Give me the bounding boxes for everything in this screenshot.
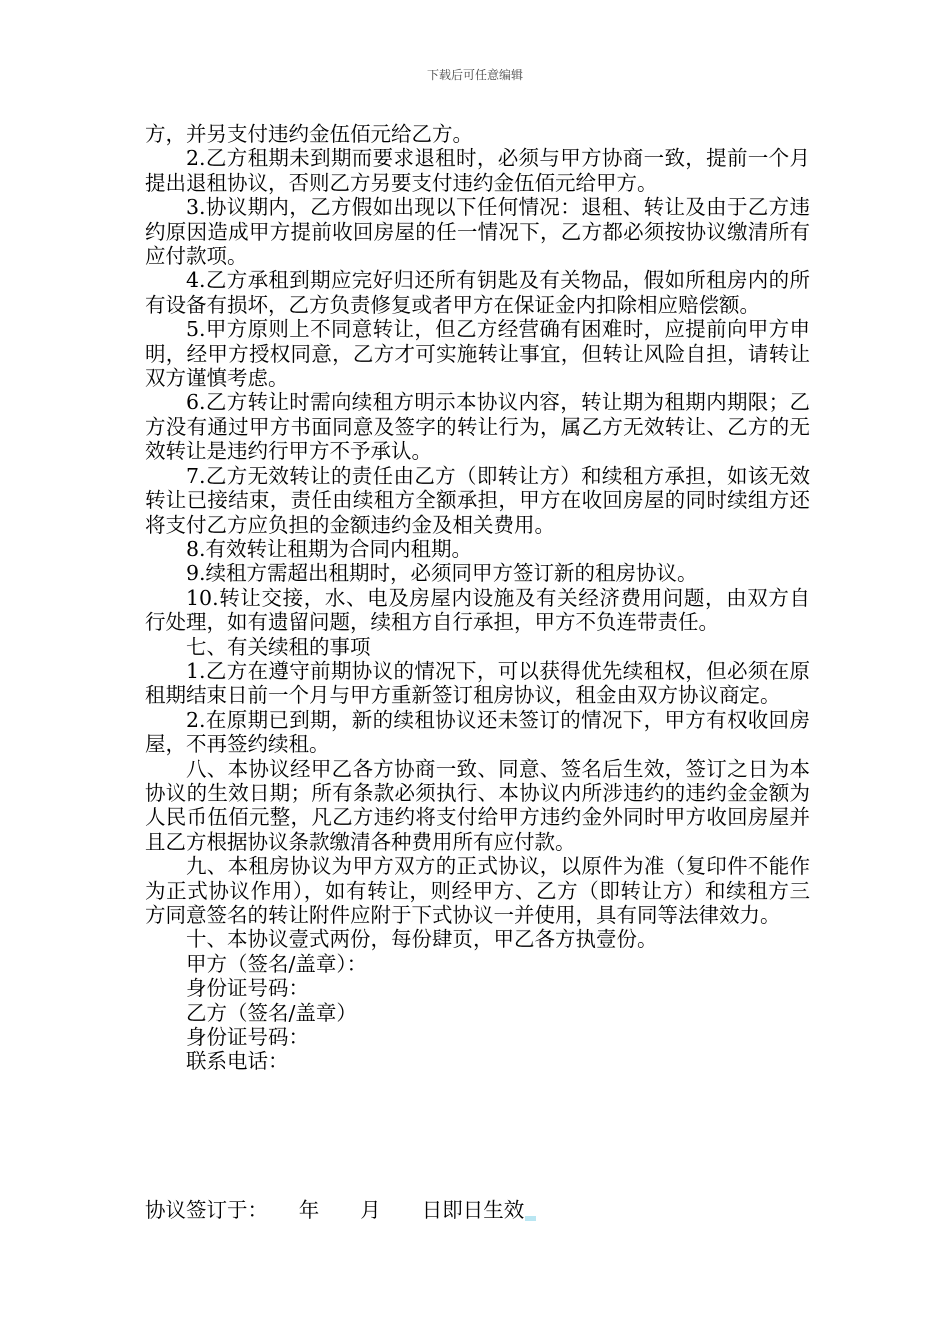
party-b-id-field: 身份证号码： [186,1025,309,1050]
paragraph: 2.在原期已到期，新的续租协议还未签订的情况下，甲方有权收回房屋，不再签约续租。 [145,707,810,757]
party-b-signature-field: 乙方（签名/盖章） [186,1000,357,1025]
contact-phone-field: 联系电话： [186,1049,289,1074]
section-heading: 七、有关续租的事项 [186,634,371,659]
party-a-signature-field: 甲方（签名/盖章）： [186,951,368,976]
paragraph: 7.乙方无效转让的责任由乙方（即转让方）和续租方承担，如该无效转让已接结束，责任由续租方全额承担，甲方在收回房屋的同时续组方还将支付乙方应负担的金额违约金及相关费用。 [145,463,810,537]
paragraph: 1.乙方在遵守前期协议的情况下，可以获得优先续租权，但必须在原租期结束日前一个月与甲方重新签订租房协议，租金由双方协议商定。 [145,658,810,708]
document-body [145,122,810,1074]
paragraph: 4.乙方承租到期应完好归还所有钥匙及有关物品，假如所租房内的所有设备有损坏，乙方负责修复或者甲方在保证金内扣除相应赔偿额。 [145,268,810,317]
paragraph: 八、本协议经甲乙各方协商一致、同意、签名后生效，签订之日为本协议的生效日期；所有条款必须执行、本协议内所涉违约的违约金金额为人民币伍佰元整，凡乙方违约将支付给甲方违约金外同时甲方收回房屋并且乙方根据协议条款缴清各种费用所有应付款。 [145,756,810,854]
signing-date-line [145,1198,536,1222]
paragraph: 3.协议期内，乙方假如出现以下任何情况：退租、转让及由于乙方违约原因造成甲方提前收回房屋的任一情况下，乙方都必须按协议缴清所有应付款项。 [145,195,810,269]
paragraph: 5.甲方原则上不同意转让，但乙方经营确有困难时，应提前向甲方申明，经甲方授权同意，乙方才可实施转让事宜，但转让风险自担，请转让双方谨慎考虑。 [145,317,810,391]
paragraph: 9.续租方需超出租期时，必须同甲方签订新的租房协议。 [186,561,698,586]
paragraph: 10.转让交接，水、电及房屋内设施及有关经济费用问题，由双方自行处理，如有遗留问题，续租方自行承担，甲方不负连带责任。 [145,585,810,635]
paragraph: 十、本协议壹式两份，每份肆页，甲乙各方执壹份。 [186,927,658,952]
party-a-id-field: 身份证号码： [186,976,309,1001]
signing-date-text: 协议签订于： 年 月 日即日生效 [145,1198,525,1222]
paragraph: 8.有效转让租期为合同内租期。 [186,536,473,561]
page-header: 下载后可任意编辑 [426,68,523,82]
paragraph: 方，并另支付违约金伍佰元给乙方。 [145,122,473,146]
paragraph-end-marker [525,1216,536,1221]
paragraph: 2.乙方租期未到期而要求退租时，必须与甲方协商一致，提前一个月提出退租协议，否则乙方另要支付违约金伍佰元给甲方。 [145,146,810,195]
paragraph: 6.乙方转让时需向续租方明示本协议内容，转让期为租期内期限；乙方没有通过甲方书面同意及签字的转让行为，属乙方无效转让、乙方的无效转让是违约行甲方不予承认。 [145,390,810,464]
paragraph: 九、本租房协议为甲方双方的正式协议，以原件为准（复印件不能作为正式协议作用），如有转让，则经甲方、乙方（即转让方）和续租方三方同意签名的转让附件应附于下式协议一并使用，具有同等法律效力。 [145,854,810,927]
